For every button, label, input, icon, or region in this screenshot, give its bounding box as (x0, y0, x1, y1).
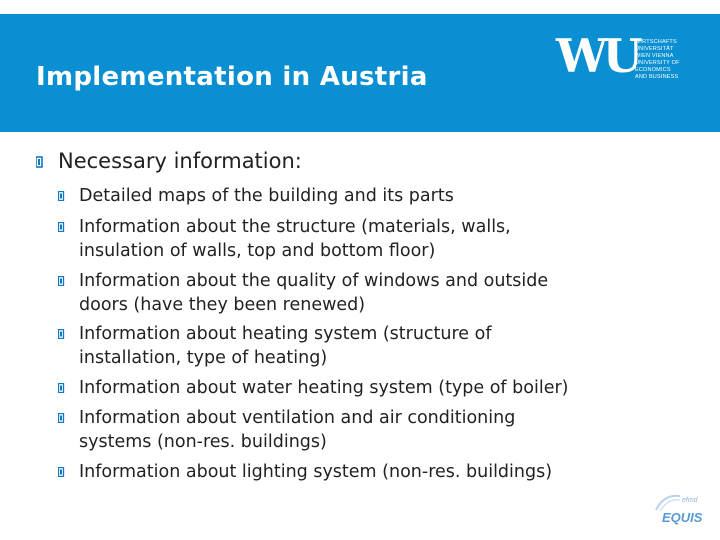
list-item-line: Information about heating system (structure of (79, 324, 492, 344)
equis-logo (650, 490, 712, 534)
equis-label: EQUIS (662, 510, 703, 525)
square-bullet-icon (58, 276, 65, 286)
square-bullet-icon (58, 329, 65, 339)
list-item-line: installation, type of heating) (79, 348, 328, 368)
list-item-line: Information about the structure (materials, walls, (79, 217, 511, 237)
equis-swoosh-icon (654, 492, 682, 512)
slide-title: Implementation in Austria (36, 62, 428, 92)
content-heading: Necessary information: (58, 149, 302, 173)
list-item-line: insulation of walls, top and bottom floor) (79, 241, 436, 261)
wu-logo-text: WIRTSCHAFTS UNIVERSITÄT WIEN VIENNA UNIVERSITY OF ECONOMICS AND BUSINESS (635, 39, 680, 80)
wu-logo-mark: WU (556, 29, 638, 83)
wu-logo (556, 29, 690, 105)
square-bullet-icon (58, 222, 65, 232)
efmd-label: efmd (682, 497, 698, 504)
square-bullet-icon (58, 191, 65, 201)
list-item-line: doors (have they been renewed) (79, 295, 366, 315)
square-bullet-icon (58, 467, 65, 477)
list-item-line: Information about water heating system (type of boiler) (79, 378, 569, 398)
square-bullet-icon (58, 413, 65, 423)
square-bullet-icon (36, 156, 44, 168)
list-item-line: Information about the quality of windows and outside (79, 271, 549, 291)
list-item-line: systems (non-res. buildings) (79, 432, 327, 452)
square-bullet-icon (58, 383, 65, 393)
list-item-line: Information about lighting system (non-res. buildings) (79, 462, 553, 482)
list-item-line: Information about ventilation and air conditioning (79, 408, 516, 428)
list-item-line: Detailed maps of the building and its parts (79, 186, 454, 206)
